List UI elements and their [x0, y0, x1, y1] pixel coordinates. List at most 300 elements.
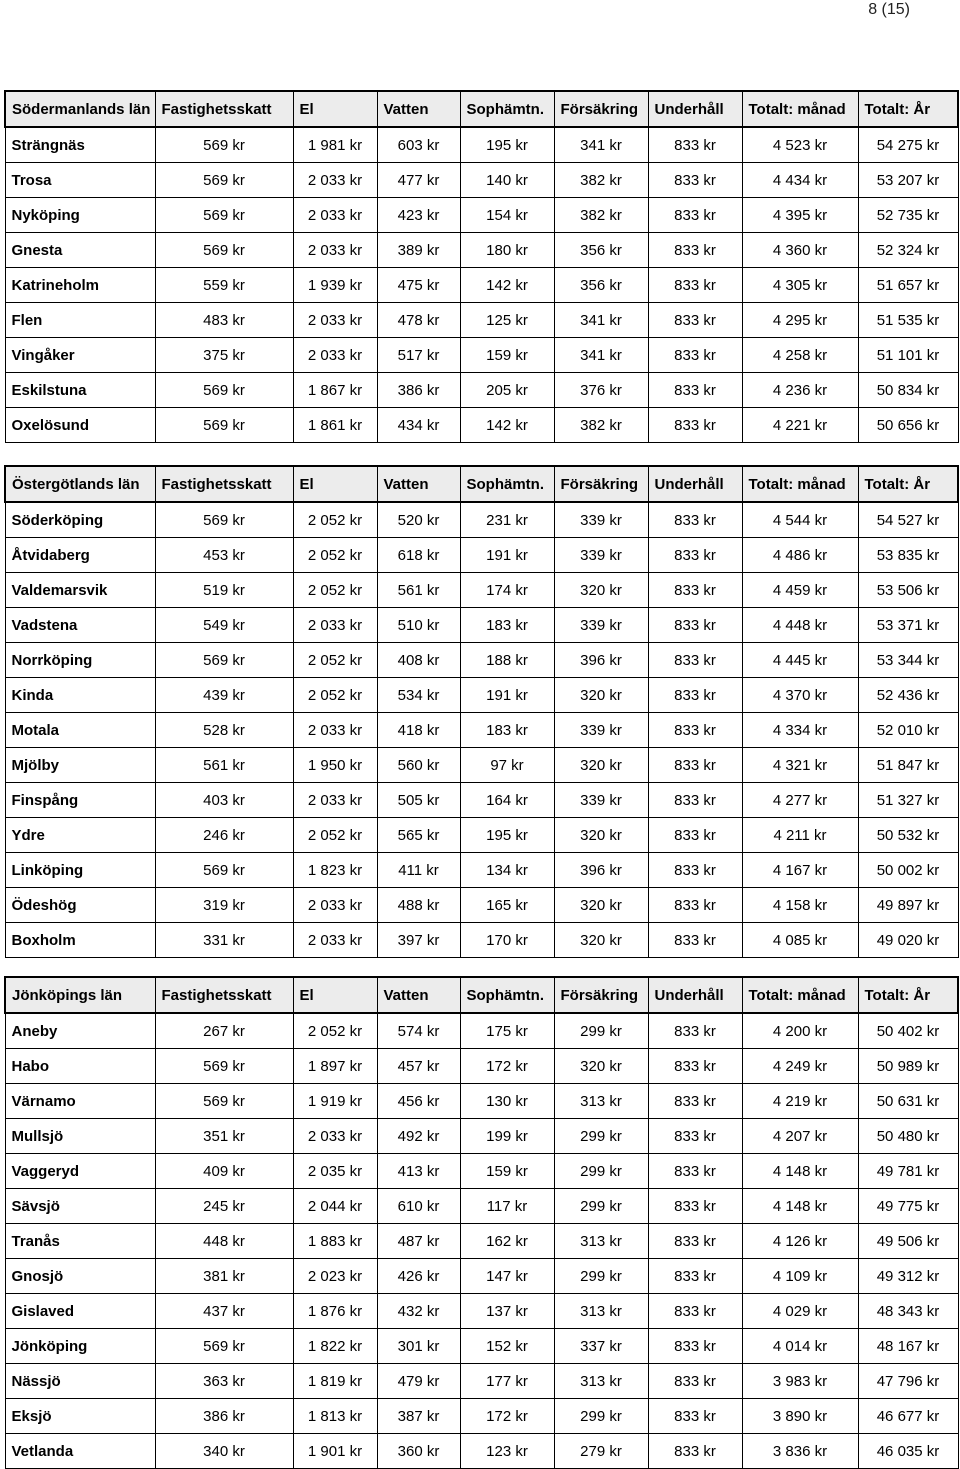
cell-maintenance: 833 kr [648, 1119, 742, 1154]
ostergotland-cost-table [4, 465, 959, 958]
header-waste-collection: Sophämtn. [460, 91, 554, 127]
cell-maintenance: 833 kr [648, 713, 742, 748]
header-total-month: Totalt: månad [742, 466, 858, 502]
cell-municipality: Tranås [5, 1224, 155, 1259]
table-row [5, 233, 958, 268]
cell-municipality: Linköping [5, 853, 155, 888]
cell-insurance: 356 kr [554, 233, 648, 268]
cell-water: 426 kr [377, 1259, 460, 1294]
cell-maintenance: 833 kr [648, 268, 742, 303]
cell-total-month: 4 334 kr [742, 713, 858, 748]
cell-municipality: Ödeshög [5, 888, 155, 923]
cell-total-year: 51 657 kr [858, 268, 958, 303]
cell-total-year: 51 847 kr [858, 748, 958, 783]
cell-insurance: 299 kr [554, 1189, 648, 1224]
cell-insurance: 396 kr [554, 643, 648, 678]
cell-insurance: 320 kr [554, 1049, 648, 1084]
cell-insurance: 279 kr [554, 1434, 648, 1469]
cell-total-month: 4 085 kr [742, 923, 858, 958]
cell-municipality: Trosa [5, 163, 155, 198]
cell-total-year: 49 897 kr [858, 888, 958, 923]
cell-insurance: 396 kr [554, 853, 648, 888]
cell-water: 534 kr [377, 678, 460, 713]
table-row [5, 818, 958, 853]
cell-water: 517 kr [377, 338, 460, 373]
cell-total-month: 4 207 kr [742, 1119, 858, 1154]
cell-water: 477 kr [377, 163, 460, 198]
cell-electricity: 1 823 kr [293, 853, 377, 888]
cell-total-month: 4 219 kr [742, 1084, 858, 1119]
table-row [5, 888, 958, 923]
cell-total-month: 4 305 kr [742, 268, 858, 303]
cell-waste-collection: 97 kr [460, 748, 554, 783]
cell-water: 301 kr [377, 1329, 460, 1364]
cell-total-year: 49 775 kr [858, 1189, 958, 1224]
cell-waste-collection: 123 kr [460, 1434, 554, 1469]
cell-maintenance: 833 kr [648, 1329, 742, 1364]
cell-water: 423 kr [377, 198, 460, 233]
cell-municipality: Kinda [5, 678, 155, 713]
cell-electricity: 2 023 kr [293, 1259, 377, 1294]
cell-insurance: 320 kr [554, 923, 648, 958]
cell-maintenance: 833 kr [648, 198, 742, 233]
cell-electricity: 2 052 kr [293, 538, 377, 573]
table-row [5, 1294, 958, 1329]
cell-total-year: 50 480 kr [858, 1119, 958, 1154]
cell-property-tax: 569 kr [155, 127, 293, 163]
cell-maintenance: 833 kr [648, 888, 742, 923]
header-insurance: Försäkring [554, 466, 648, 502]
header-waste-collection: Sophämtn. [460, 977, 554, 1013]
cell-maintenance: 833 kr [648, 748, 742, 783]
cell-total-year: 52 324 kr [858, 233, 958, 268]
cell-insurance: 320 kr [554, 818, 648, 853]
table-row [5, 198, 958, 233]
cell-maintenance: 833 kr [648, 233, 742, 268]
cell-electricity: 2 033 kr [293, 713, 377, 748]
header-property-tax: Fastighetsskatt [155, 977, 293, 1013]
cell-total-year: 50 656 kr [858, 408, 958, 443]
cell-electricity: 2 033 kr [293, 163, 377, 198]
cell-total-year: 54 527 kr [858, 502, 958, 538]
cell-waste-collection: 134 kr [460, 853, 554, 888]
cell-property-tax: 246 kr [155, 818, 293, 853]
cell-water: 610 kr [377, 1189, 460, 1224]
cell-total-year: 46 035 kr [858, 1434, 958, 1469]
cell-total-year: 52 010 kr [858, 713, 958, 748]
cell-electricity: 2 052 kr [293, 643, 377, 678]
cell-waste-collection: 159 kr [460, 338, 554, 373]
cell-water: 510 kr [377, 608, 460, 643]
cell-property-tax: 559 kr [155, 268, 293, 303]
cell-municipality: Jönköping [5, 1329, 155, 1364]
header-electricity: El [293, 977, 377, 1013]
cell-insurance: 341 kr [554, 303, 648, 338]
cell-insurance: 339 kr [554, 783, 648, 818]
cell-total-year: 49 312 kr [858, 1259, 958, 1294]
cell-property-tax: 437 kr [155, 1294, 293, 1329]
cell-waste-collection: 177 kr [460, 1364, 554, 1399]
cell-electricity: 1 950 kr [293, 748, 377, 783]
cell-total-year: 53 207 kr [858, 163, 958, 198]
cell-insurance: 382 kr [554, 198, 648, 233]
header-water: Vatten [377, 466, 460, 502]
cell-maintenance: 833 kr [648, 923, 742, 958]
cell-total-month: 4 148 kr [742, 1154, 858, 1189]
cell-total-year: 53 371 kr [858, 608, 958, 643]
cell-water: 387 kr [377, 1399, 460, 1434]
cell-municipality: Finspång [5, 783, 155, 818]
cell-insurance: 356 kr [554, 268, 648, 303]
cell-property-tax: 569 kr [155, 1084, 293, 1119]
cell-municipality: Gnesta [5, 233, 155, 268]
table-header-row [5, 91, 958, 127]
cell-property-tax: 381 kr [155, 1259, 293, 1294]
cell-electricity: 1 883 kr [293, 1224, 377, 1259]
cell-property-tax: 569 kr [155, 233, 293, 268]
cell-waste-collection: 175 kr [460, 1013, 554, 1049]
header-municipality: Jönköpings län [5, 977, 155, 1013]
cell-municipality: Eksjö [5, 1399, 155, 1434]
table-row [5, 1329, 958, 1364]
cell-water: 487 kr [377, 1224, 460, 1259]
cell-total-month: 4 544 kr [742, 502, 858, 538]
cell-total-year: 49 506 kr [858, 1224, 958, 1259]
cell-municipality: Norrköping [5, 643, 155, 678]
cell-insurance: 299 kr [554, 1119, 648, 1154]
cell-total-month: 4 445 kr [742, 643, 858, 678]
cell-total-year: 50 989 kr [858, 1049, 958, 1084]
cell-total-year: 49 781 kr [858, 1154, 958, 1189]
cell-waste-collection: 140 kr [460, 163, 554, 198]
cell-municipality: Motala [5, 713, 155, 748]
cell-municipality: Vadstena [5, 608, 155, 643]
cell-waste-collection: 170 kr [460, 923, 554, 958]
table-row [5, 538, 958, 573]
cell-maintenance: 833 kr [648, 1049, 742, 1084]
cell-total-month: 4 370 kr [742, 678, 858, 713]
table-row [5, 573, 958, 608]
cell-waste-collection: 172 kr [460, 1049, 554, 1084]
cell-electricity: 2 052 kr [293, 678, 377, 713]
cell-total-year: 52 436 kr [858, 678, 958, 713]
cell-electricity: 2 033 kr [293, 1119, 377, 1154]
cell-electricity: 2 052 kr [293, 818, 377, 853]
cell-waste-collection: 180 kr [460, 233, 554, 268]
cell-total-month: 3 890 kr [742, 1399, 858, 1434]
cell-maintenance: 833 kr [648, 538, 742, 573]
cell-municipality: Vingåker [5, 338, 155, 373]
cell-total-year: 52 735 kr [858, 198, 958, 233]
cell-property-tax: 549 kr [155, 608, 293, 643]
table-row [5, 303, 958, 338]
cell-property-tax: 375 kr [155, 338, 293, 373]
cell-electricity: 2 052 kr [293, 1013, 377, 1049]
cell-waste-collection: 159 kr [460, 1154, 554, 1189]
cell-maintenance: 833 kr [648, 1084, 742, 1119]
cell-total-month: 4 200 kr [742, 1013, 858, 1049]
cell-maintenance: 833 kr [648, 783, 742, 818]
cell-municipality: Sävsjö [5, 1189, 155, 1224]
header-total-month: Totalt: månad [742, 91, 858, 127]
header-insurance: Försäkring [554, 977, 648, 1013]
cell-waste-collection: 205 kr [460, 373, 554, 408]
cell-water: 488 kr [377, 888, 460, 923]
cell-total-year: 50 834 kr [858, 373, 958, 408]
cell-total-month: 4 211 kr [742, 818, 858, 853]
table-header-row [5, 977, 958, 1013]
cell-waste-collection: 191 kr [460, 678, 554, 713]
cell-insurance: 382 kr [554, 408, 648, 443]
header-total-year: Totalt: År [858, 466, 958, 502]
cell-maintenance: 833 kr [648, 338, 742, 373]
cell-electricity: 2 033 kr [293, 923, 377, 958]
table-row [5, 502, 958, 538]
cell-electricity: 1 876 kr [293, 1294, 377, 1329]
table-row [5, 783, 958, 818]
cell-insurance: 313 kr [554, 1364, 648, 1399]
cell-property-tax: 569 kr [155, 198, 293, 233]
cell-water: 457 kr [377, 1049, 460, 1084]
cell-property-tax: 386 kr [155, 1399, 293, 1434]
cell-insurance: 339 kr [554, 538, 648, 573]
cell-water: 434 kr [377, 408, 460, 443]
cell-waste-collection: 183 kr [460, 608, 554, 643]
cell-municipality: Vetlanda [5, 1434, 155, 1469]
cell-total-month: 4 523 kr [742, 127, 858, 163]
table-row [5, 748, 958, 783]
cell-water: 411 kr [377, 853, 460, 888]
cell-electricity: 2 033 kr [293, 303, 377, 338]
cell-water: 618 kr [377, 538, 460, 573]
cell-property-tax: 569 kr [155, 502, 293, 538]
header-total-year: Totalt: År [858, 977, 958, 1013]
cell-municipality: Mullsjö [5, 1119, 155, 1154]
cell-insurance: 376 kr [554, 373, 648, 408]
jonkoping-cost-table [4, 976, 959, 1469]
cell-electricity: 1 919 kr [293, 1084, 377, 1119]
cell-insurance: 313 kr [554, 1294, 648, 1329]
cell-electricity: 1 981 kr [293, 127, 377, 163]
page-number: 8 (15) [868, 1, 910, 18]
cell-insurance: 299 kr [554, 1013, 648, 1049]
cell-insurance: 299 kr [554, 1154, 648, 1189]
cell-water: 565 kr [377, 818, 460, 853]
cell-water: 492 kr [377, 1119, 460, 1154]
cell-waste-collection: 183 kr [460, 713, 554, 748]
cell-property-tax: 331 kr [155, 923, 293, 958]
cell-waste-collection: 117 kr [460, 1189, 554, 1224]
header-insurance: Försäkring [554, 91, 648, 127]
table-row [5, 373, 958, 408]
cell-property-tax: 561 kr [155, 748, 293, 783]
cell-total-month: 4 486 kr [742, 538, 858, 573]
cell-total-month: 4 360 kr [742, 233, 858, 268]
cell-waste-collection: 137 kr [460, 1294, 554, 1329]
cell-maintenance: 833 kr [648, 163, 742, 198]
header-maintenance: Underhåll [648, 91, 742, 127]
cell-water: 574 kr [377, 1013, 460, 1049]
cell-total-year: 48 343 kr [858, 1294, 958, 1329]
cell-maintenance: 833 kr [648, 573, 742, 608]
cell-water: 418 kr [377, 713, 460, 748]
cell-waste-collection: 142 kr [460, 268, 554, 303]
cell-maintenance: 833 kr [648, 1364, 742, 1399]
cell-insurance: 337 kr [554, 1329, 648, 1364]
cell-maintenance: 833 kr [648, 643, 742, 678]
cell-water: 505 kr [377, 783, 460, 818]
cell-maintenance: 833 kr [648, 1189, 742, 1224]
cell-municipality: Gislaved [5, 1294, 155, 1329]
cell-water: 475 kr [377, 268, 460, 303]
cell-total-month: 4 277 kr [742, 783, 858, 818]
cell-waste-collection: 147 kr [460, 1259, 554, 1294]
cell-electricity: 1 813 kr [293, 1399, 377, 1434]
header-water: Vatten [377, 91, 460, 127]
cell-total-month: 4 236 kr [742, 373, 858, 408]
cell-municipality: Vaggeryd [5, 1154, 155, 1189]
cell-property-tax: 409 kr [155, 1154, 293, 1189]
table-row [5, 1224, 958, 1259]
cell-electricity: 1 867 kr [293, 373, 377, 408]
cell-maintenance: 833 kr [648, 1154, 742, 1189]
cell-total-month: 3 836 kr [742, 1434, 858, 1469]
cell-total-month: 4 434 kr [742, 163, 858, 198]
cell-total-year: 50 631 kr [858, 1084, 958, 1119]
cell-electricity: 1 939 kr [293, 268, 377, 303]
cell-property-tax: 351 kr [155, 1119, 293, 1154]
cell-total-year: 51 327 kr [858, 783, 958, 818]
header-municipality: Södermanlands län [5, 91, 155, 127]
cell-total-year: 49 020 kr [858, 923, 958, 958]
cell-total-year: 53 506 kr [858, 573, 958, 608]
cell-waste-collection: 152 kr [460, 1329, 554, 1364]
cell-total-month: 4 158 kr [742, 888, 858, 923]
cell-property-tax: 403 kr [155, 783, 293, 818]
cell-waste-collection: 188 kr [460, 643, 554, 678]
cell-municipality: Nässjö [5, 1364, 155, 1399]
cell-waste-collection: 174 kr [460, 573, 554, 608]
cell-water: 603 kr [377, 127, 460, 163]
cell-property-tax: 363 kr [155, 1364, 293, 1399]
table-row [5, 408, 958, 443]
cell-maintenance: 833 kr [648, 853, 742, 888]
cell-maintenance: 833 kr [648, 608, 742, 643]
cell-maintenance: 833 kr [648, 373, 742, 408]
table-row [5, 678, 958, 713]
cell-electricity: 2 035 kr [293, 1154, 377, 1189]
cell-property-tax: 483 kr [155, 303, 293, 338]
cell-waste-collection: 195 kr [460, 127, 554, 163]
header-water: Vatten [377, 977, 460, 1013]
cell-electricity: 2 033 kr [293, 198, 377, 233]
cell-total-month: 3 983 kr [742, 1364, 858, 1399]
cell-total-year: 46 677 kr [858, 1399, 958, 1434]
cell-electricity: 2 052 kr [293, 573, 377, 608]
cell-insurance: 320 kr [554, 573, 648, 608]
cell-insurance: 339 kr [554, 608, 648, 643]
cell-municipality: Strängnäs [5, 127, 155, 163]
cell-waste-collection: 142 kr [460, 408, 554, 443]
cell-total-year: 54 275 kr [858, 127, 958, 163]
cell-municipality: Gnosjö [5, 1259, 155, 1294]
table-row [5, 1013, 958, 1049]
cell-maintenance: 833 kr [648, 678, 742, 713]
cell-maintenance: 833 kr [648, 1259, 742, 1294]
cell-maintenance: 833 kr [648, 1294, 742, 1329]
cell-maintenance: 833 kr [648, 303, 742, 338]
cell-property-tax: 267 kr [155, 1013, 293, 1049]
cell-electricity: 1 901 kr [293, 1434, 377, 1469]
header-property-tax: Fastighetsskatt [155, 466, 293, 502]
cell-property-tax: 569 kr [155, 408, 293, 443]
cell-total-year: 53 835 kr [858, 538, 958, 573]
cell-property-tax: 569 kr [155, 163, 293, 198]
cell-property-tax: 245 kr [155, 1189, 293, 1224]
header-maintenance: Underhåll [648, 466, 742, 502]
cell-maintenance: 833 kr [648, 127, 742, 163]
cell-waste-collection: 199 kr [460, 1119, 554, 1154]
cell-municipality: Eskilstuna [5, 373, 155, 408]
cell-waste-collection: 130 kr [460, 1084, 554, 1119]
cell-municipality: Ydre [5, 818, 155, 853]
cell-municipality: Valdemarsvik [5, 573, 155, 608]
cell-water: 413 kr [377, 1154, 460, 1189]
table-row [5, 1189, 958, 1224]
table-row [5, 1119, 958, 1154]
cell-electricity: 1 822 kr [293, 1329, 377, 1364]
cell-waste-collection: 162 kr [460, 1224, 554, 1259]
cell-municipality: Oxelösund [5, 408, 155, 443]
cell-waste-collection: 165 kr [460, 888, 554, 923]
table-row [5, 338, 958, 373]
cell-property-tax: 569 kr [155, 643, 293, 678]
table-row [5, 643, 958, 678]
cell-municipality: Boxholm [5, 923, 155, 958]
cell-property-tax: 453 kr [155, 538, 293, 573]
cell-municipality: Aneby [5, 1013, 155, 1049]
table-row [5, 1399, 958, 1434]
table-row [5, 853, 958, 888]
table-row [5, 1084, 958, 1119]
cell-property-tax: 319 kr [155, 888, 293, 923]
cell-total-month: 4 295 kr [742, 303, 858, 338]
cell-insurance: 382 kr [554, 163, 648, 198]
header-total-year: Totalt: År [858, 91, 958, 127]
cell-municipality: Åtvidaberg [5, 538, 155, 573]
cell-water: 520 kr [377, 502, 460, 538]
cell-total-month: 4 126 kr [742, 1224, 858, 1259]
cell-insurance: 320 kr [554, 678, 648, 713]
cell-total-year: 51 535 kr [858, 303, 958, 338]
cell-municipality: Mjölby [5, 748, 155, 783]
table-row [5, 713, 958, 748]
cell-total-month: 4 249 kr [742, 1049, 858, 1084]
table-row [5, 1364, 958, 1399]
cell-total-month: 4 448 kr [742, 608, 858, 643]
cell-total-month: 4 109 kr [742, 1259, 858, 1294]
header-waste-collection: Sophämtn. [460, 466, 554, 502]
cell-total-month: 4 029 kr [742, 1294, 858, 1329]
cell-maintenance: 833 kr [648, 502, 742, 538]
cell-municipality: Nyköping [5, 198, 155, 233]
cell-total-month: 4 221 kr [742, 408, 858, 443]
cell-insurance: 313 kr [554, 1084, 648, 1119]
cell-maintenance: 833 kr [648, 1399, 742, 1434]
header-total-month: Totalt: månad [742, 977, 858, 1013]
header-property-tax: Fastighetsskatt [155, 91, 293, 127]
cell-maintenance: 833 kr [648, 408, 742, 443]
